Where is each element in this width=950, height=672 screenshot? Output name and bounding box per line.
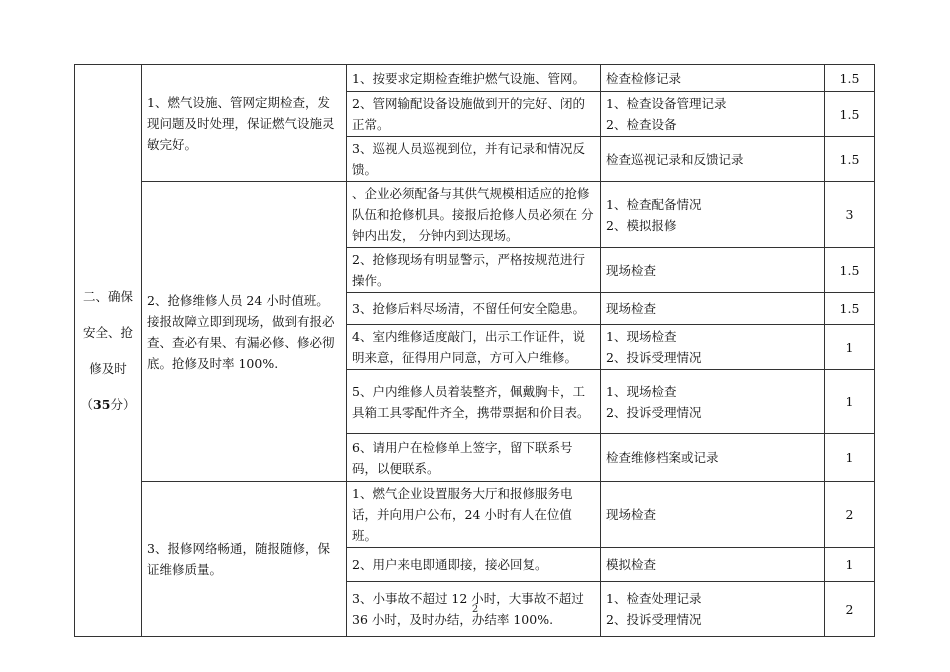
category-cell — [75, 65, 142, 637]
score-cell: 1.5 — [825, 137, 875, 182]
score-cell: 1.5 — [825, 65, 875, 92]
standard-cell: 3、抢修后料尽场清，不留任何安全隐患。 — [347, 293, 601, 325]
standard-cell: 、企业必须配备与其供气规模相适应的抢修队伍和抢修机具。接报后抢修人员必须在 分钟内出发， 分钟内到达现场。 — [347, 182, 601, 248]
standard-cell: 5、户内维修人员着装整齐，佩戴胸卡，工具箱工具零配件齐全，携带票据和价目表。 — [347, 370, 601, 434]
score-cell: 1.5 — [825, 248, 875, 293]
standard-cell: 3、巡视人员巡视到位，并有记录和情况反馈。 — [347, 137, 601, 182]
method-cell: 1、检查设备管理记录 2、检查设备 — [601, 92, 825, 137]
standard-cell: 2、用户来电即通即接，接必回复。 — [347, 548, 601, 582]
score-cell: 1 — [825, 434, 875, 482]
score-cell: 2 — [825, 482, 875, 548]
method-cell: 检查维修档案或记录 — [601, 434, 825, 482]
page-number: 2 — [471, 604, 479, 615]
standard-cell: 2、抢修现场有明显警示，严格按规范进行操作。 — [347, 248, 601, 293]
method-cell: 检查巡视记录和反馈记录 — [601, 137, 825, 182]
score-cell: 1 — [825, 370, 875, 434]
score-cell: 1 — [825, 548, 875, 582]
method-cell: 模拟检查 — [601, 548, 825, 582]
standard-cell: 2、管网输配设备设施做到开的完好、闭的正常。 — [347, 92, 601, 137]
method-cell: 现场检查 — [601, 293, 825, 325]
score-cell: 1 — [825, 325, 875, 370]
method-cell: 检查检修记录 — [601, 65, 825, 92]
category-line-3: 修及时 — [89, 360, 127, 376]
category-line-2: 安全、抢 — [82, 324, 133, 340]
score-cell: 2 — [825, 582, 875, 637]
requirement-cell: 1、燃气设施、管网定期检查，发现问题及时处理，保证燃气设施灵敏完好。 — [142, 65, 347, 182]
table-row — [75, 182, 875, 248]
evaluation-table — [74, 64, 875, 637]
score-cell: 3 — [825, 182, 875, 248]
method-cell: 1、检查处理记录 2、投诉受理情况 — [601, 582, 825, 637]
method-cell: 现场检查 — [601, 248, 825, 293]
table-row — [75, 65, 875, 92]
method-cell: 1、现场检查 2、投诉受理情况 — [601, 325, 825, 370]
method-cell: 1、检查配备情况 2、模拟报修 — [601, 182, 825, 248]
standard-cell: 6、请用户在检修单上签字，留下联系号码，以便联系。 — [347, 434, 601, 482]
score-cell: 1.5 — [825, 293, 875, 325]
requirement-cell: 2、抢修维修人员 24 小时值班。接报故障立即到现场，做到有报必查、查必有果、有漏必修、修必彻底。抢修及时率 100%. — [142, 182, 347, 482]
standard-cell: 4、室内维修适度敲门，出示工作证件，说明来意，征得用户同意，方可入户维修。 — [347, 325, 601, 370]
category-line-1: 二、确保 — [82, 288, 133, 304]
method-cell: 现场检查 — [601, 482, 825, 548]
standard-cell: 1、燃气企业设置服务大厅和报修服务电话，并向用户公布，24 小时有人在位值班。 — [347, 482, 601, 548]
standard-cell: 1、按要求定期检查维护燃气设施、管网。 — [347, 65, 601, 92]
table-row — [75, 482, 875, 548]
score-cell: 1.5 — [825, 92, 875, 137]
standard-cell: 3、小事故不超过 12 小时，大事故不超过 36 小时，及时办结，办结率 100%. — [347, 582, 601, 637]
requirement-cell: 3、报修网络畅通，随报随修，保证维修质量。 — [142, 482, 347, 637]
method-cell: 1、现场检查 2、投诉受理情况 — [601, 370, 825, 434]
category-points: （35分） — [80, 396, 136, 412]
